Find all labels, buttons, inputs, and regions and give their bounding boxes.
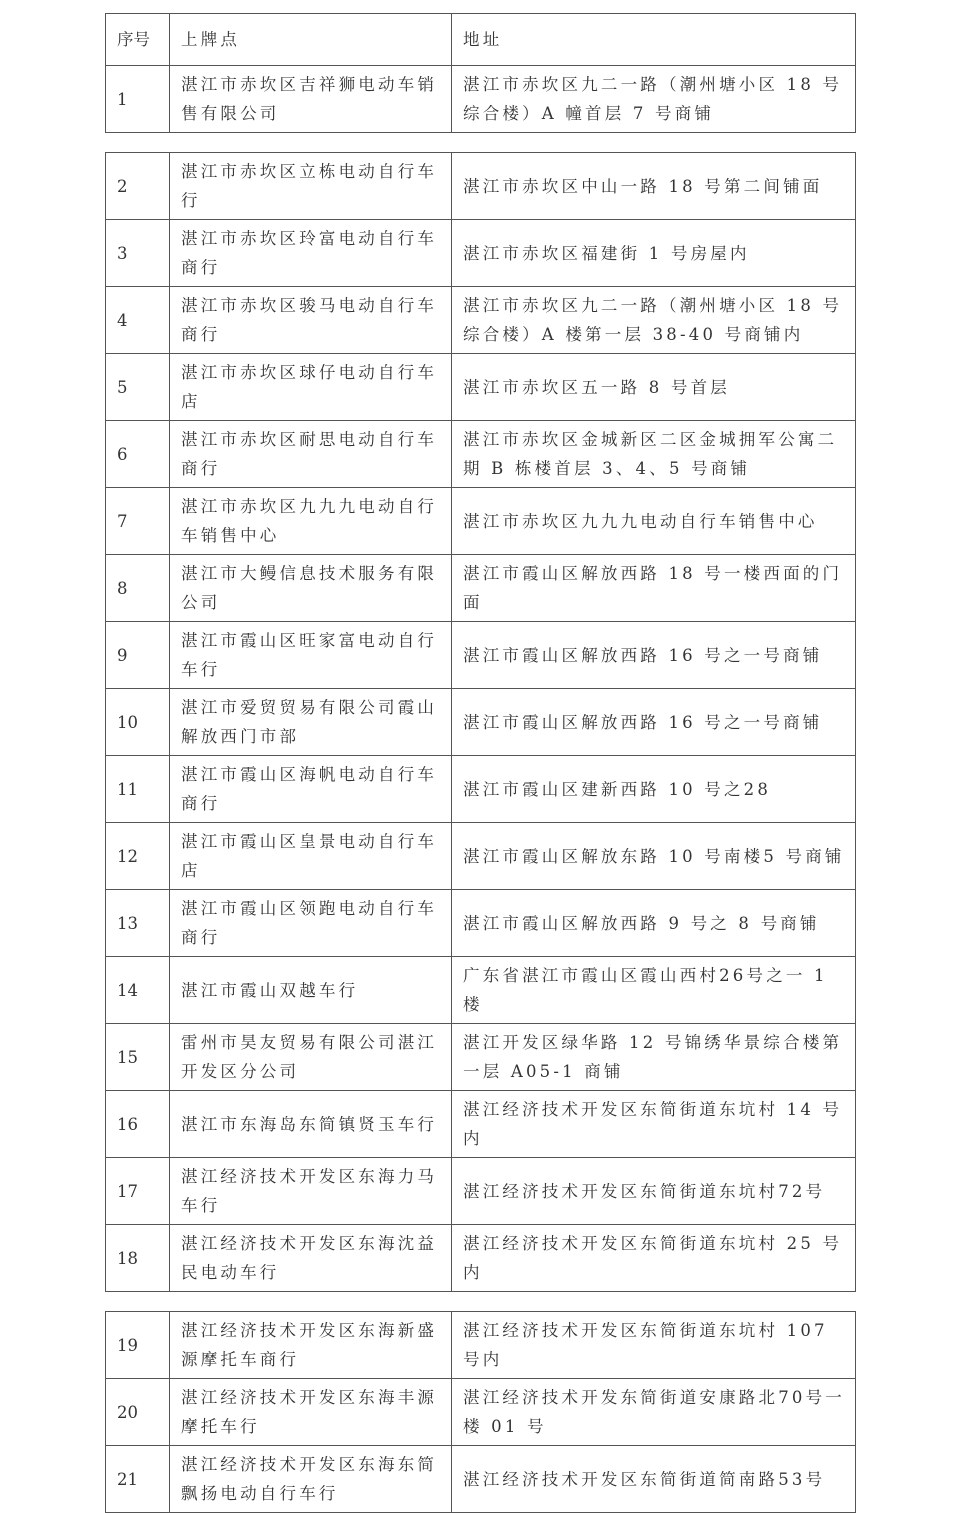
registration-point-name: 湛江市霞山区皇景电动自行车店 [170, 823, 452, 890]
row-number: 14 [106, 957, 170, 1024]
header-address: 地址 [452, 14, 856, 66]
registration-point-name: 湛江市赤坎区九九九电动自行车销售中心 [170, 488, 452, 555]
row-number: 8 [106, 555, 170, 622]
table-row [106, 890, 856, 957]
registration-point-address: 湛江市赤坎区九二一路（潮州塘小区 18 号综合楼）A 楼第一层 38-40 号商铺内 [452, 287, 856, 354]
table-row [106, 555, 856, 622]
table-row [106, 957, 856, 1024]
table-row [106, 622, 856, 689]
registration-point-name: 湛江市爱贸贸易有限公司霞山解放西门市部 [170, 689, 452, 756]
row-number: 11 [106, 756, 170, 823]
table-row [106, 1379, 856, 1446]
table-row [106, 1225, 856, 1292]
registration-point-name: 湛江市赤坎区球仔电动自行车店 [170, 354, 452, 421]
row-number: 19 [106, 1312, 170, 1379]
row-number: 5 [106, 354, 170, 421]
registration-point-address: 湛江开发区绿华路 12 号锦绣华景综合楼第一层 A05-1 商铺 [452, 1024, 856, 1091]
row-number: 6 [106, 421, 170, 488]
registration-point-address: 湛江经济技术开发区东简街道简南路53号 [452, 1446, 856, 1513]
registration-point-address: 湛江市霞山区解放西路 16 号之一号商铺 [452, 622, 856, 689]
table-header-row [106, 14, 856, 66]
registration-point-address: 湛江市霞山区建新西路 10 号之28 [452, 756, 856, 823]
registration-point-address: 湛江市赤坎区九九九电动自行车销售中心 [452, 488, 856, 555]
row-number: 18 [106, 1225, 170, 1292]
table-row [106, 1446, 856, 1513]
registration-point-address: 湛江市赤坎区五一路 8 号首层 [452, 354, 856, 421]
table-row [106, 421, 856, 488]
table-row [106, 220, 856, 287]
registration-point-address: 湛江经济技术开发区东简街道东坑村 25 号内 [452, 1225, 856, 1292]
table-row [106, 689, 856, 756]
table-row [106, 1158, 856, 1225]
registration-point-name: 湛江经济技术开发区东海丰源摩托车行 [170, 1379, 452, 1446]
table-row [106, 1091, 856, 1158]
registration-point-name: 湛江市赤坎区玲富电动自行车商行 [170, 220, 452, 287]
row-number: 10 [106, 689, 170, 756]
table-row [106, 354, 856, 421]
registration-points-table-part-1 [105, 13, 856, 133]
table-row [106, 287, 856, 354]
row-number: 21 [106, 1446, 170, 1513]
table-row [106, 823, 856, 890]
registration-point-address: 湛江经济技术开发区东简街道东坑村72号 [452, 1158, 856, 1225]
row-number: 4 [106, 287, 170, 354]
row-number: 15 [106, 1024, 170, 1091]
table-row [106, 1312, 856, 1379]
table-row [106, 488, 856, 555]
registration-point-address: 湛江市霞山区解放西路 9 号之 8 号商铺 [452, 890, 856, 957]
row-number: 2 [106, 153, 170, 220]
table-row [106, 756, 856, 823]
registration-point-name: 湛江市赤坎区立栋电动自行车行 [170, 153, 452, 220]
registration-point-name: 湛江经济技术开发区东海东简飘扬电动自行车行 [170, 1446, 452, 1513]
row-number: 12 [106, 823, 170, 890]
registration-point-name: 湛江市赤坎区骏马电动自行车商行 [170, 287, 452, 354]
table-row [106, 66, 856, 133]
registration-point-name: 湛江市大鳗信息技术服务有限公司 [170, 555, 452, 622]
registration-point-name: 湛江市霞山双越车行 [170, 957, 452, 1024]
registration-point-name: 湛江经济技术开发区东海新盛源摩托车商行 [170, 1312, 452, 1379]
registration-point-address: 湛江市霞山区解放西路 18 号一楼西面的门面 [452, 555, 856, 622]
registration-point-name: 湛江市赤坎区耐思电动自行车商行 [170, 421, 452, 488]
row-number: 7 [106, 488, 170, 555]
row-number: 16 [106, 1091, 170, 1158]
registration-point-name: 湛江市东海岛东简镇贤玉车行 [170, 1091, 452, 1158]
row-number: 17 [106, 1158, 170, 1225]
table-row [106, 1024, 856, 1091]
registration-point-address: 湛江市赤坎区九二一路（潮州塘小区 18 号综合楼）A 幢首层 7 号商铺 [452, 66, 856, 133]
registration-point-address: 湛江市赤坎区福建街 1 号房屋内 [452, 220, 856, 287]
row-number: 9 [106, 622, 170, 689]
registration-point-address: 湛江市霞山区解放西路 16 号之一号商铺 [452, 689, 856, 756]
registration-point-name: 湛江市霞山区旺家富电动自行车行 [170, 622, 452, 689]
registration-point-name: 湛江市霞山区海帆电动自行车商行 [170, 756, 452, 823]
table-row [106, 153, 856, 220]
registration-point-address: 湛江市赤坎区中山一路 18 号第二间铺面 [452, 153, 856, 220]
registration-point-address: 湛江经济技术开发区东简街道东坑村 107 号内 [452, 1312, 856, 1379]
registration-point-address: 湛江经济技术开发东简街道安康路北70号一楼 01 号 [452, 1379, 856, 1446]
registration-points-table-part-2 [105, 152, 856, 1292]
row-number: 20 [106, 1379, 170, 1446]
registration-point-name: 湛江市赤坎区吉祥狮电动车销售有限公司 [170, 66, 452, 133]
registration-point-address: 湛江市赤坎区金城新区二区金城拥军公寓二期 B 栋楼首层 3、4、5 号商铺 [452, 421, 856, 488]
registration-point-address: 湛江市霞山区解放东路 10 号南楼5 号商铺 [452, 823, 856, 890]
registration-point-name: 湛江经济技术开发区东海力马车行 [170, 1158, 452, 1225]
registration-point-name: 雷州市昊友贸易有限公司湛江开发区分公司 [170, 1024, 452, 1091]
header-name: 上牌点 [170, 14, 452, 66]
registration-point-name: 湛江市霞山区领跑电动自行车商行 [170, 890, 452, 957]
row-number: 1 [106, 66, 170, 133]
registration-point-name: 湛江经济技术开发区东海沈益民电动车行 [170, 1225, 452, 1292]
registration-point-address: 湛江经济技术开发区东简街道东坑村 14 号内 [452, 1091, 856, 1158]
registration-point-address: 广东省湛江市霞山区霞山西村26号之一 1 楼 [452, 957, 856, 1024]
header-no: 序号 [106, 14, 170, 66]
row-number: 13 [106, 890, 170, 957]
row-number: 3 [106, 220, 170, 287]
registration-points-table-part-3 [105, 1311, 856, 1513]
